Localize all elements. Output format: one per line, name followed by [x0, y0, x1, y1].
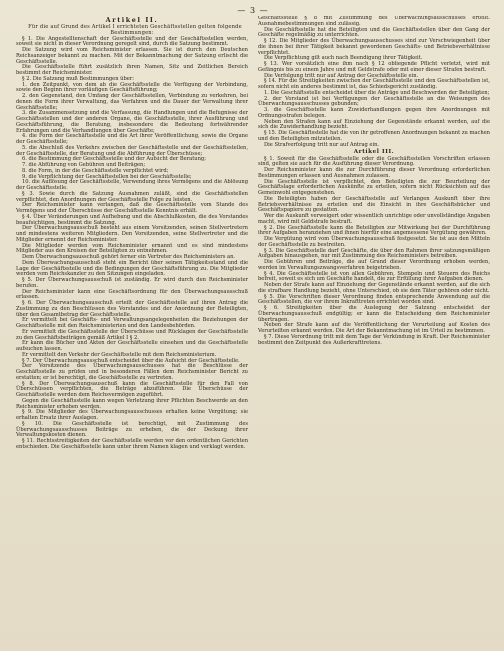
paragraph: Er vermittelt bei Geschäfts- und Verwaltungsangelegenheiten die Beziehungen der Geschäftsstelle mit den Reichsministerien und den Landesbehörden. — [16, 317, 248, 329]
paragraph: 3. die Geschäftsstelle kann Zuwiderhandlungen gegen ihre Anordnungen mit Ordnungsstrafen belegen. — [258, 107, 490, 119]
paragraph: 2. der Vorstand ist bei Verfügungen der Geschäftsstelle an die Weisungen des Überwachungsausschusses gebunden; — [258, 95, 490, 108]
paragraph: Der Reichsminister kann verlangen, daß die Geschäftsstelle vom Stande des Vermögens und der Überschüsse der Geschäftsstelle Kenntnis erhält. — [16, 202, 248, 214]
paragraph: 8. die Form, in der die Geschäftsstelle verpflichtet wird; — [22, 167, 169, 174]
article-intro: Für die auf Grund des Artikel I errichteten Geschäftsstellen gelten folgende Bestimmungen: — [28, 24, 242, 36]
paragraph: Die Geschäftsstelle führt zusätzlich ihren Namen, Sitz und Zeitlichen Bereich bestimmt der Reichsminister. — [16, 64, 248, 76]
paragraph: Dem Überwachungsausschuß gehört ferner ein Vertreter des Reichsministers an. — [22, 254, 236, 260]
paragraph: Er kann die Bücher und Akten der Geschäftsstelle einsehen und die Geschäftsstelle aufsuchen lassen. — [16, 340, 248, 352]
paragraph: § 4. Die Geschäftsstelle ist von allen Gebühren, Stempeln und Steuern des Reichs befreit, soweit es sich um Geschäfte handelt, die zur Erfüllung ihrer Aufgaben dienen. — [258, 270, 490, 283]
paragraph: § 6. Der Überwachungsausschuß erteilt der Geschäftsstelle auf ihren Antrag die Zustimmung zu den Beschlüssen des Vorstandes und der Anordnung der Beteiligten, über den Gesamtbetrag der Geschäftsstelle. — [16, 300, 248, 318]
paragraph: § 12. Die Mitglieder des Überwachungsausschusses sind zur Verschwiegenheit über die ihnen bei ihrer Tätigkeit bekannt gewordenen Geschäfts- und Betriebsverhältnisse verpflichtet. — [258, 38, 490, 56]
article-heading: Artikel III. — [353, 149, 395, 156]
paragraph: 2. den Gegenstand, den Umfang der Geschäftsstellen, Verbindung zu verkehren, bei denen die Form ihrer Verwaltung, das Verfahren und die Dauer der Verwaltung ihrer Geschäftsstelle; — [16, 93, 248, 111]
paragraph: § 15. Die Geschäftsstelle hat die von ihr getroffenen Anordnungen bekannt zu machen und den Beteiligten mitzuteilen. — [258, 130, 490, 142]
paragraph: § 7. Der Überwachungsausschuß entscheidet über die Aufsicht der Geschäftsstelle. — [22, 357, 240, 364]
paragraph: Die Verfolgung tritt nur auf Antrag der Geschäftsstelle ein. — [264, 72, 419, 79]
paragraph: Die Mitglieder werden vom Reichsminister ernannt und es sind mindestens Mitglieder aus den Kreisen der Beteiligten zu entnehmen. — [16, 242, 248, 255]
paragraph: Neben der Strafe kann auf die Veröffentlichung der Verurteilung auf Kosten des Verurteilten erkannt werden. Die Art der Bekanntmachung ist im Urteil zu bestimmen. — [258, 322, 490, 335]
paragraph: § 11. Rechtsstreitigkeiten der Geschäftsstelle werden vor den ordentlichen Gerichten entschieden. Die Geschäftsstelle kann unter ihrem Namen klagen und verklagt werden. — [16, 438, 248, 450]
paragraph: § 4. Über Veränderungen und Aufhebung und die Abschlußkosten, die des Vorstandes beaufsichtigen, bestimmt die Satzung. — [16, 213, 248, 226]
paragraph: § 6. Streitigkeiten über die Auslegung der Satzung entscheidet der Überwachungsausschuß endgültig; er kann die Entscheidung dem Reichsminister übertragen. — [258, 305, 490, 323]
paragraph: § 7. Diese Verordnung tritt mit dem Tage der Verkündung in Kraft. Der Reichsminister bestimmt den Zeitpunkt des Außerkrafttretens. — [258, 333, 490, 346]
right-column — [258, 16, 490, 647]
paragraph: Neben der Strafe kann auf Einziehung der Gegenstände erkannt werden, auf die sich die strafbare Handlung bezieht, ohne Unterschied, ob sie dem Täter gehören oder nicht. — [258, 282, 490, 294]
paragraph: § 8. Der Überwachungsausschuß kann die Geschäftsstelle für den Fall von Überschüssen verpflichten, die Beträge abzuführen. Die Überschüsse der Geschäftsstelle werden dem Reichsvermögen zugeführt. — [16, 380, 248, 398]
article-heading: Artikel II. — [105, 16, 159, 24]
paragraph: § 2. Die Satzung muß Bestimmungen über: — [22, 75, 134, 82]
paragraph: 1. Die Geschäftsstelle entscheidet über die Anträge und Beschwerden der Beteiligten; — [264, 89, 490, 96]
paragraph: Der Reichsminister kann eine Geschäftsordnung für den Überwachungsausschuß erlassen. — [16, 288, 248, 301]
left-column — [16, 16, 248, 647]
paragraph: 3. die Zusammensetzung und die Verfassung, die Handlungen und die Befugnisse der Geschäftsstellen und der anderen Organe, die Geschäftsstelle, ihrer Ausführung und Geschäftsführung, die Beratung, insbesondere die Bedeutung fortwährender Erfahrungen und die Verhandlungen über Geschäfte; — [16, 110, 248, 134]
paragraph: § 9. Die Mitglieder des Überwachungsausschusses erhalten keine Vergütung; sie erhalten Ersatz ihrer Auslagen. — [16, 409, 248, 421]
text-columns — [16, 16, 490, 647]
paragraph: Der Reichsminister kann die zur Durchführung dieser Verordnung erforderlichen Bestimmungen erlassen und Ausnahmen zulassen. — [258, 167, 490, 179]
paragraph: Die Beteiligten haben der Geschäftsstelle auf Verlangen Auskunft über ihre Betriebsverhältnisse zu erteilen und die Einsicht in ihre Geschäftsbücher und Geschäftspapiere zu gestatten. — [258, 195, 490, 214]
paragraph: 9. die Verpflichtung der Geschäftsstellen bei der Geschäftsstelle; — [22, 173, 192, 180]
paragraph: Wer die Auskunft verweigert oder wissentlich unrichtige oder unvollständige Angaben macht, wird mit Geldstrafe bestraft. — [258, 213, 490, 225]
paragraph: 10. die Auflösung der Geschäftsstelle, Verwendung ihres Vermögens und die Ablösung der Geschäftsstelle. — [16, 179, 248, 191]
paragraph: § 1. Soweit für die Geschäftsstelle oder die Geschäftsstellen Vorschriften erlassen sind, gelten sie auch für die Ausführung dieser Verordnung. — [258, 155, 490, 168]
paragraph: § 3. Die Geschäftsstelle darf Geschäfte, die über den Rahmen ihrer satzungsmäßigen Aufgaben hinausgehen, nur mit Zustimmung des Reichsministers betreiben. — [258, 247, 490, 260]
page-number: — 3 — — [237, 6, 269, 15]
paragraph: § 5. Die Vorschriften dieser Verordnung finden entsprechende Anwendung auf die Geschäftsstellen, die vor ihrem Inkrafttreten errichtet worden sind. — [258, 293, 490, 306]
paragraph: Er vermittelt den Verkehr der Geschäftsstelle mit dem Reichsministerium. — [22, 351, 217, 358]
paragraph: Die Gebühren und Beiträge, die auf Grund dieser Verordnung erhoben werden, werden im Verwaltungszwangsverfahren beigetrieben. — [258, 259, 490, 271]
paragraph: 4. die Form der Geschäftsstelle und die Art ihrer Veröffentlichung, sowie die Organe der Geschäftsstelle; — [16, 133, 248, 145]
paragraph: Dem Überwachungsausschuß steht ein Bericht über seinen Tätigkeitsstand und die Lage der Geschäftsstelle und die Bedingungen der Geschäftsführung zu. Die Mitglieder werden vom Reichskanzler zu den Sitzungen eingeladen. — [16, 259, 248, 278]
paragraph: Die Strafverfolgung tritt nur auf Antrag ein. — [264, 141, 380, 148]
paragraph: 1. den Zeitpunkt, von dem ab die Geschäftsstelle die Verfügung der Verbindung, sowie den Beginn ihrer vorläufigen Geschäftsführung; — [16, 81, 248, 94]
paragraph: § 3. Sowie durch die Satzung Ausnahmen zuläßt, sind die Geschäftsstellen verpflichtet, den Anordnungen der Geschäftsstelle Folge zu leisten. — [16, 190, 248, 203]
paragraph: Die Vergütung wird vom Überwachungsausschuß festgesetzt. Sie ist aus den Mitteln der Geschäftsstelle zu bestreiten. — [258, 236, 490, 248]
paragraph: Geschäftsstelle § 8 mit Zustimmung des Überwachungsausschusses erteilt. Ausnahmebestimmungen sind zulässig. — [258, 16, 490, 27]
paragraph: Die Geschäftsstelle ist verpflichtet, den Beteiligten die zur Beurteilung der Geschäftslage erforderlichen Auskünfte zu erteilen, sofern nicht Rücksichten auf das Gemeinwohl entgegenstehen. — [258, 178, 490, 197]
paragraph: Die Geschäftsstelle hat die Beteiligten und die Geschäftsstellen über den Gang der Geschäfte regelmäßig zu unterrichten. — [258, 26, 490, 39]
paragraph: § 10. Die Geschäftsstelle ist berechtigt, mit Zustimmung des Überwachungsausschusses Beiträge zu erheben, die der Deckung ihrer Verwaltungskosten dienen. — [16, 420, 248, 439]
paragraph: Er vermittelt die Geschäftsstelle der Überschüsse und Rücklagen der Geschäftsstelle zu den Geschäftsbeiträgen gemäß Artikel I § 2. — [16, 328, 248, 341]
paragraph: Gegen die Geschäftsstelle kann wegen Verletzung ihrer Pflichten Beschwerde an den Reichsminister erhoben werden. — [16, 397, 248, 410]
paragraph: Die Verpflichtung gilt auch nach Beendigung ihrer Tätigkeit. — [264, 55, 423, 62]
paragraph: 6. die Bestimmung der Geschäftsstelle und der Aufsicht der Beratung; — [22, 156, 206, 163]
paragraph: § 13. Wer vorsätzlich eine ihm nach § 12 obliegende Pflicht verletzt, wird mit Gefängnis bis zu einem Jahre und mit Geldstrafe oder mit einer dieser Strafen bestraft. — [258, 61, 490, 73]
paragraph: 7. die Abführung von Gebühren und Beiträgen; — [22, 162, 146, 168]
paragraph: § 1. Die Angestelltenschaft der Geschäftsstelle und der Geschäftsstellen werden, soweit sie nicht in dieser Verordnung geregelt sind, durch die Satzung bestimmt. — [16, 35, 248, 48]
paragraph: § 2. Die Geschäftsstelle kann die Beteiligten zur Mitwirkung bei der Durchführung ihrer Aufgaben heranziehen und ihnen hierfür eine angemessene Vergütung gewähren. — [258, 224, 490, 237]
paragraph: Neben den Strafen kann auf Einziehung der Gegenstände erkannt werden, auf die sich die Zuwiderhandlung bezieht. — [258, 118, 490, 131]
paragraph: 5. die Abschluß des Verkehrs zwischen der Geschäftsstelle und der Geschäftsstellen, der Geschäftsstelle, der Beratung und die Abführung der Überschüsse; — [16, 144, 248, 157]
paragraph: § 5. Der Überwachungsausschuß ist zuständig. Er wird durch den Reichsminister berufen. — [16, 277, 248, 289]
paragraph: § 14. Für die Streitigkeiten zwischen der Geschäftsstelle und den Geschäftsstellen ist, sofern nicht ein anderes bestimmt ist, das Schiedsgericht zuständig. — [258, 78, 490, 90]
paragraph: Der Vorsitzende des Überwachungsausschusses hat die Beschlüsse der Geschäftsstelle zu prüfen und in besonderen Fällen dem Reichsminister Bericht zu erstatten; er ist berechtigt, die Geschäftsstelle zu vertreten. — [16, 363, 248, 381]
paragraph: Der Überwachungsausschuß besteht aus einem Vorsitzenden, seinen Stellvertretern und mindestens weiteren Mitgliedern. Den Vorsitzenden, seine Stellvertreter und die Mitglieder ernennt der Reichsminister. — [16, 225, 248, 243]
paragraph: Die Satzung wird vom Reichsminister erlassen. Sie ist durch den Deutschen Reichsanzeiger bekannt zu machen. Mit der Bekanntmachung der Satzung erlischt die Geschäftsstelle. — [16, 47, 248, 65]
